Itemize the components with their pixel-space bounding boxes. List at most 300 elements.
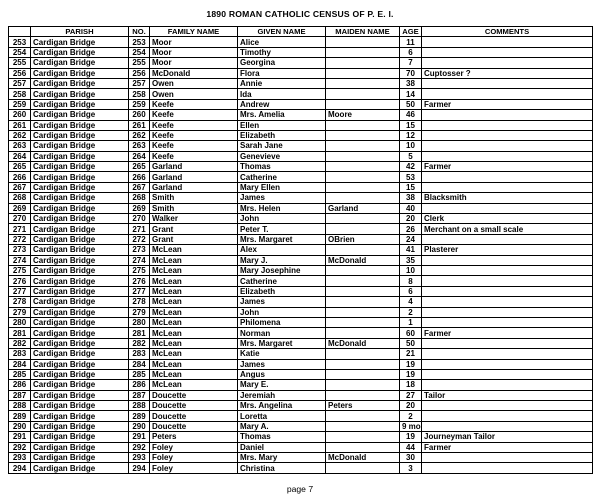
no-cell: 275 (129, 265, 150, 275)
table-row (9, 297, 593, 307)
comments-cell: Farmer (422, 162, 593, 172)
comments-cell (422, 37, 593, 47)
family-name-cell: Smith (150, 203, 238, 213)
age-cell: 18 (400, 380, 422, 390)
age-cell: 46 (400, 110, 422, 120)
comments-cell (422, 453, 593, 463)
no-cell: 267 (129, 182, 150, 192)
row-index: 283 (9, 349, 31, 359)
table-row (9, 110, 593, 120)
comments-cell (422, 359, 593, 369)
maiden-name-cell (326, 89, 400, 99)
comments-cell (422, 255, 593, 265)
maiden-name-cell: McDonald (326, 338, 400, 348)
family-name-cell: Doucette (150, 390, 238, 400)
given-name-cell: Norman (238, 328, 326, 338)
no-cell: 282 (129, 338, 150, 348)
family-name-cell: McLean (150, 338, 238, 348)
family-name-cell: Keefe (150, 99, 238, 109)
maiden-name-cell (326, 432, 400, 442)
header-index (9, 27, 31, 37)
maiden-name-cell (326, 214, 400, 224)
maiden-name-cell (326, 193, 400, 203)
given-name-cell: John (238, 307, 326, 317)
family-name-cell: Keefe (150, 120, 238, 130)
maiden-name-cell (326, 78, 400, 88)
comments-cell (422, 286, 593, 296)
given-name-cell: Sarah Jane (238, 141, 326, 151)
age-cell: 35 (400, 255, 422, 265)
maiden-name-cell (326, 130, 400, 140)
row-index: 258 (9, 89, 31, 99)
family-name-cell: Moor (150, 37, 238, 47)
header-family-name: FAMILY NAME (150, 27, 238, 37)
age-cell: 1 (400, 317, 422, 327)
no-cell: 277 (129, 286, 150, 296)
given-name-cell: Thomas (238, 162, 326, 172)
comments-cell (422, 120, 593, 130)
table-row (9, 390, 593, 400)
maiden-name-cell: OBrien (326, 234, 400, 244)
maiden-name-cell (326, 307, 400, 317)
table-row (9, 255, 593, 265)
no-cell: 272 (129, 234, 150, 244)
maiden-name-cell (326, 37, 400, 47)
age-cell: 19 (400, 369, 422, 379)
header-parish: PARISH (31, 27, 129, 37)
no-cell: 289 (129, 411, 150, 421)
no-cell: 266 (129, 172, 150, 182)
family-name-cell: McLean (150, 286, 238, 296)
row-index: 274 (9, 255, 31, 265)
given-name-cell: Katie (238, 349, 326, 359)
family-name-cell: Moor (150, 47, 238, 57)
comments-cell (422, 130, 593, 140)
given-name-cell: Mary J. (238, 255, 326, 265)
maiden-name-cell (326, 369, 400, 379)
family-name-cell: Peters (150, 432, 238, 442)
comments-cell (422, 411, 593, 421)
no-cell: 258 (129, 89, 150, 99)
given-name-cell: Georgina (238, 58, 326, 68)
family-name-cell: Keefe (150, 110, 238, 120)
parish-cell: Cardigan Bridge (31, 172, 129, 182)
family-name-cell: Doucette (150, 401, 238, 411)
maiden-name-cell (326, 328, 400, 338)
family-name-cell: Keefe (150, 151, 238, 161)
table-row (9, 432, 593, 442)
age-cell: 10 (400, 141, 422, 151)
table-row (9, 68, 593, 78)
maiden-name-cell: Garland (326, 203, 400, 213)
family-name-cell: McDonald (150, 68, 238, 78)
row-index: 289 (9, 411, 31, 421)
table-row (9, 224, 593, 234)
given-name-cell: Mrs. Margaret (238, 234, 326, 244)
comments-cell (422, 317, 593, 327)
age-cell: 6 (400, 286, 422, 296)
given-name-cell: Mrs. Helen (238, 203, 326, 213)
parish-cell: Cardigan Bridge (31, 193, 129, 203)
given-name-cell: Loretta (238, 411, 326, 421)
given-name-cell: Catherine (238, 276, 326, 286)
table-row (9, 47, 593, 57)
page-number: page 7 (286, 484, 314, 494)
family-name-cell: Foley (150, 463, 238, 473)
parish-cell: Cardigan Bridge (31, 380, 129, 390)
document-title: 1890 ROMAN CATHOLIC CENSUS OF P. E. I. (206, 9, 394, 19)
no-cell: 273 (129, 245, 150, 255)
table-row (9, 411, 593, 421)
table-row (9, 307, 593, 317)
comments-cell (422, 297, 593, 307)
no-cell: 265 (129, 162, 150, 172)
family-name-cell: Owen (150, 89, 238, 99)
maiden-name-cell (326, 421, 400, 431)
family-name-cell: McLean (150, 255, 238, 265)
table-row (9, 214, 593, 224)
no-cell: 270 (129, 214, 150, 224)
no-cell: 285 (129, 369, 150, 379)
parish-cell: Cardigan Bridge (31, 234, 129, 244)
row-index: 259 (9, 99, 31, 109)
comments-cell: Blacksmith (422, 193, 593, 203)
parish-cell: Cardigan Bridge (31, 286, 129, 296)
age-cell: 15 (400, 182, 422, 192)
given-name-cell: Jeremiah (238, 390, 326, 400)
given-name-cell: Timothy (238, 47, 326, 57)
row-index: 257 (9, 78, 31, 88)
maiden-name-cell (326, 58, 400, 68)
maiden-name-cell (326, 286, 400, 296)
row-index: 256 (9, 68, 31, 78)
comments-cell (422, 276, 593, 286)
parish-cell: Cardigan Bridge (31, 89, 129, 99)
maiden-name-cell (326, 245, 400, 255)
no-cell: 254 (129, 47, 150, 57)
table-row (9, 317, 593, 327)
parish-cell: Cardigan Bridge (31, 297, 129, 307)
comments-cell (422, 349, 593, 359)
table-row (9, 99, 593, 109)
table-row (9, 442, 593, 452)
family-name-cell: Garland (150, 172, 238, 182)
age-cell: 27 (400, 390, 422, 400)
given-name-cell: Philomena (238, 317, 326, 327)
family-name-cell: McLean (150, 276, 238, 286)
age-cell: 30 (400, 453, 422, 463)
row-index: 265 (9, 162, 31, 172)
age-cell: 11 (400, 37, 422, 47)
family-name-cell: McLean (150, 317, 238, 327)
family-name-cell: McLean (150, 349, 238, 359)
comments-cell (422, 265, 593, 275)
given-name-cell: Alex (238, 245, 326, 255)
comments-cell: Tailor (422, 390, 593, 400)
header-given-name: GIVEN NAME (238, 27, 326, 37)
comments-cell: Clerk (422, 214, 593, 224)
age-cell: 24 (400, 234, 422, 244)
maiden-name-cell (326, 276, 400, 286)
table-row (9, 58, 593, 68)
age-cell: 44 (400, 442, 422, 452)
given-name-cell: Mary Ellen (238, 182, 326, 192)
age-cell: 3 (400, 463, 422, 473)
row-index: 268 (9, 193, 31, 203)
maiden-name-cell: Moore (326, 110, 400, 120)
age-cell: 41 (400, 245, 422, 255)
no-cell: 287 (129, 390, 150, 400)
no-cell: 260 (129, 110, 150, 120)
maiden-name-cell: Peters (326, 401, 400, 411)
maiden-name-cell (326, 47, 400, 57)
row-index: 260 (9, 110, 31, 120)
table-row (9, 37, 593, 47)
table-row (9, 203, 593, 213)
maiden-name-cell: McDonald (326, 453, 400, 463)
maiden-name-cell (326, 297, 400, 307)
table-row (9, 401, 593, 411)
age-cell: 20 (400, 214, 422, 224)
row-index: 281 (9, 328, 31, 338)
table-row (9, 463, 593, 473)
no-cell: 293 (129, 453, 150, 463)
parish-cell: Cardigan Bridge (31, 421, 129, 431)
table-row (9, 453, 593, 463)
no-cell: 278 (129, 297, 150, 307)
given-name-cell: Annie (238, 78, 326, 88)
age-cell: 10 (400, 265, 422, 275)
row-index: 291 (9, 432, 31, 442)
family-name-cell: McLean (150, 328, 238, 338)
given-name-cell: James (238, 359, 326, 369)
family-name-cell: Garland (150, 162, 238, 172)
row-index: 264 (9, 151, 31, 161)
parish-cell: Cardigan Bridge (31, 317, 129, 327)
given-name-cell: Mary Josephine (238, 265, 326, 275)
table-row (9, 286, 593, 296)
comments-cell (422, 234, 593, 244)
age-cell: 6 (400, 47, 422, 57)
table-row (9, 359, 593, 369)
comments-cell (422, 203, 593, 213)
family-name-cell: Garland (150, 182, 238, 192)
age-cell: 14 (400, 89, 422, 99)
comments-cell: Farmer (422, 328, 593, 338)
header-row (9, 27, 593, 37)
row-index: 279 (9, 307, 31, 317)
comments-cell (422, 369, 593, 379)
maiden-name-cell (326, 162, 400, 172)
row-index: 285 (9, 369, 31, 379)
parish-cell: Cardigan Bridge (31, 255, 129, 265)
given-name-cell: James (238, 193, 326, 203)
row-index: 273 (9, 245, 31, 255)
no-cell: 281 (129, 328, 150, 338)
parish-cell: Cardigan Bridge (31, 401, 129, 411)
parish-cell: Cardigan Bridge (31, 120, 129, 130)
given-name-cell: Peter T. (238, 224, 326, 234)
comments-cell (422, 151, 593, 161)
parish-cell: Cardigan Bridge (31, 349, 129, 359)
given-name-cell: Elizabeth (238, 286, 326, 296)
parish-cell: Cardigan Bridge (31, 203, 129, 213)
no-cell: 261 (129, 120, 150, 130)
row-index: 266 (9, 172, 31, 182)
maiden-name-cell: McDonald (326, 255, 400, 265)
header-comments: COMMENTS (422, 27, 593, 37)
no-cell: 262 (129, 130, 150, 140)
parish-cell: Cardigan Bridge (31, 37, 129, 47)
age-cell: 38 (400, 193, 422, 203)
row-index: 288 (9, 401, 31, 411)
table-row (9, 162, 593, 172)
age-cell: 15 (400, 120, 422, 130)
given-name-cell: James (238, 297, 326, 307)
parish-cell: Cardigan Bridge (31, 78, 129, 88)
table-row (9, 369, 593, 379)
maiden-name-cell (326, 317, 400, 327)
no-cell: 274 (129, 255, 150, 265)
table-row (9, 141, 593, 151)
given-name-cell: Christina (238, 463, 326, 473)
table-row (9, 421, 593, 431)
row-index: 276 (9, 276, 31, 286)
maiden-name-cell (326, 141, 400, 151)
given-name-cell: Mrs. Mary (238, 453, 326, 463)
given-name-cell: Mary A. (238, 421, 326, 431)
family-name-cell: McLean (150, 297, 238, 307)
no-cell: 263 (129, 141, 150, 151)
given-name-cell: Ellen (238, 120, 326, 130)
given-name-cell: Angus (238, 369, 326, 379)
age-cell: 12 (400, 130, 422, 140)
row-index: 286 (9, 380, 31, 390)
parish-cell: Cardigan Bridge (31, 162, 129, 172)
age-cell: 8 (400, 276, 422, 286)
age-cell: 70 (400, 68, 422, 78)
header-age: AGE (400, 27, 422, 37)
parish-cell: Cardigan Bridge (31, 141, 129, 151)
parish-cell: Cardigan Bridge (31, 432, 129, 442)
maiden-name-cell (326, 411, 400, 421)
row-index: 287 (9, 390, 31, 400)
row-index: 262 (9, 130, 31, 140)
census-table (8, 26, 593, 474)
comments-cell (422, 89, 593, 99)
no-cell: 255 (129, 58, 150, 68)
family-name-cell: Walker (150, 214, 238, 224)
maiden-name-cell (326, 390, 400, 400)
table-row (9, 245, 593, 255)
row-index: 284 (9, 359, 31, 369)
parish-cell: Cardigan Bridge (31, 453, 129, 463)
row-index: 290 (9, 421, 31, 431)
row-index: 275 (9, 265, 31, 275)
no-cell: 269 (129, 203, 150, 213)
family-name-cell: Smith (150, 193, 238, 203)
row-index: 254 (9, 47, 31, 57)
family-name-cell: Keefe (150, 130, 238, 140)
comments-cell: Merchant on a small scale (422, 224, 593, 234)
table-row (9, 338, 593, 348)
comments-cell (422, 58, 593, 68)
table-row (9, 130, 593, 140)
table-row (9, 265, 593, 275)
age-cell: 2 (400, 411, 422, 421)
row-index: 261 (9, 120, 31, 130)
given-name-cell: Mrs. Amelia (238, 110, 326, 120)
no-cell: 286 (129, 380, 150, 390)
no-cell: 290 (129, 421, 150, 431)
age-cell: 5 (400, 151, 422, 161)
given-name-cell: Alice (238, 37, 326, 47)
comments-cell (422, 182, 593, 192)
no-cell: 284 (129, 359, 150, 369)
maiden-name-cell (326, 442, 400, 452)
no-cell: 279 (129, 307, 150, 317)
age-cell: 19 (400, 359, 422, 369)
no-cell: 288 (129, 401, 150, 411)
row-index: 263 (9, 141, 31, 151)
maiden-name-cell (326, 265, 400, 275)
age-cell: 40 (400, 203, 422, 213)
comments-cell (422, 380, 593, 390)
given-name-cell: Thomas (238, 432, 326, 442)
row-index: 269 (9, 203, 31, 213)
no-cell: 283 (129, 349, 150, 359)
age-cell: 7 (400, 58, 422, 68)
age-cell: 60 (400, 328, 422, 338)
no-cell: 256 (129, 68, 150, 78)
age-cell: 26 (400, 224, 422, 234)
row-index: 272 (9, 234, 31, 244)
given-name-cell: Daniel (238, 442, 326, 452)
maiden-name-cell (326, 224, 400, 234)
given-name-cell: Andrew (238, 99, 326, 109)
maiden-name-cell (326, 68, 400, 78)
age-cell: 38 (400, 78, 422, 88)
row-index: 270 (9, 214, 31, 224)
given-name-cell: Flora (238, 68, 326, 78)
maiden-name-cell (326, 182, 400, 192)
table-row (9, 328, 593, 338)
parish-cell: Cardigan Bridge (31, 276, 129, 286)
parish-cell: Cardigan Bridge (31, 307, 129, 317)
row-index: 255 (9, 58, 31, 68)
table-row (9, 276, 593, 286)
age-cell: 19 (400, 432, 422, 442)
given-name-cell: Elizabeth (238, 130, 326, 140)
no-cell: 257 (129, 78, 150, 88)
no-cell: 292 (129, 442, 150, 452)
row-index: 271 (9, 224, 31, 234)
family-name-cell: Keefe (150, 141, 238, 151)
no-cell: 259 (129, 99, 150, 109)
table-row (9, 380, 593, 390)
family-name-cell: McLean (150, 307, 238, 317)
no-cell: 294 (129, 463, 150, 473)
header-maiden-name: MAIDEN NAME (326, 27, 400, 37)
maiden-name-cell (326, 463, 400, 473)
row-index: 282 (9, 338, 31, 348)
comments-cell (422, 307, 593, 317)
parish-cell: Cardigan Bridge (31, 411, 129, 421)
age-cell: 20 (400, 401, 422, 411)
table-row (9, 78, 593, 88)
parish-cell: Cardigan Bridge (31, 214, 129, 224)
header-no: NO. (129, 27, 150, 37)
